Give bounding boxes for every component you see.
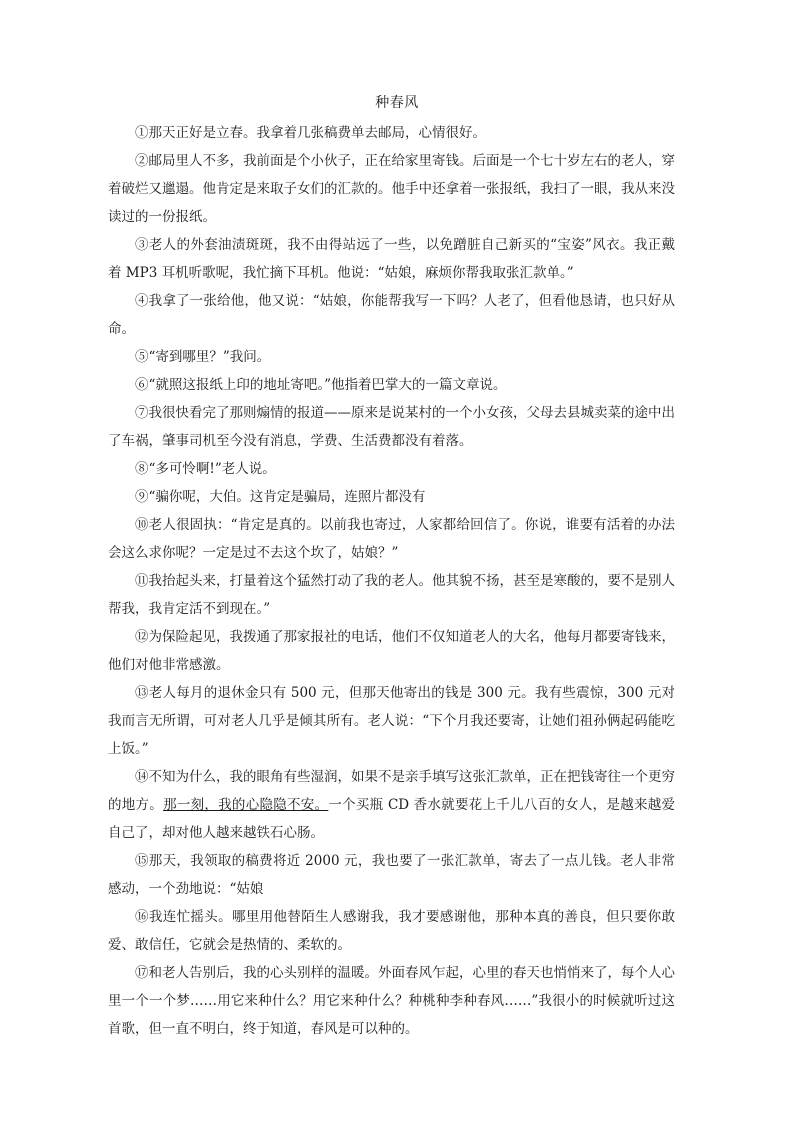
paragraph-15: ⑮那天，我领取的稿费将近 2000 元，我也要了一张汇款单，寄去了一点儿钱。老人非常感动，一个劲地说：“姑娘 <box>108 853 675 897</box>
paragraph-6: ⑥“就照这报纸上印的地址寄吧。”他指着巴掌大的一篇文章说。 <box>135 377 507 393</box>
paragraph-2: ②邮局里人不多，我前面是个小伙子，正在给家里寄钱。后面是一个七十岁左右的老人，穿着破烂又邋遢。他肯定是来取子女们的汇款的。他手中还拿着一张报纸，我扫了一眼，我从来没读过的一份报纸。 <box>108 153 675 225</box>
paragraph-12: ⑫为保险起见，我拨通了那家报社的电话，他们不仅知道老人的大名，他每月都要寄钱来，他们对他非常感激。 <box>108 629 675 673</box>
paragraph-10: ⑩老人很固执：“肯定是真的。以前我也寄过，人家都给回信了。你说，谁要有活着的办法会这么求你呢？一定是过不去这个坎了，姑娘？” <box>108 517 675 561</box>
paragraph-11: ⑪我抬起头来，打量着这个猛然打动了我的老人。他其貌不扬，甚至是寒酸的，要不是别人帮我，我肯定活不到现在。” <box>108 573 675 617</box>
paragraph-4: ④我拿了一张给他，他又说：“姑娘，你能帮我写一下吗？人老了，但看他恳请，也只好从命。 <box>108 293 675 337</box>
paragraph-8: ⑧“多可怜啊!”老人说。 <box>135 461 276 477</box>
paragraph-7: ⑦我很快看完了那则煽情的报道——原来是说某村的一个小女孩，父母去县城卖菜的途中出了车祸，肇事司机至今没有消息，学费、生活费都没有着落。 <box>108 405 675 449</box>
document-body <box>108 119 675 1043</box>
paragraph-14-after: 一个买瓶 CD 香水就要花上千儿八百的女人，是越来越爱自己了，却对他人越来越铁石心肠。 <box>108 797 675 841</box>
paragraph-13: ⑬老人每月的退休金只有 500 元，但那天他寄出的钱是 300 元。我有些震惊，300 元对我而言无所谓，可对老人几乎是倾其所有。老人说：“下个月我还要寄，让她们祖孙俩起码能吃上饭。” <box>108 685 675 757</box>
paragraph-14 <box>108 763 675 847</box>
paragraph-5: ⑤“寄到哪里？”我问。 <box>135 349 271 365</box>
paragraph-14-before: ⑭不知为什么，我的眼角有些湿润，如果不是亲手填写这张汇款单，正在把钱寄往一个更穷的地方。 <box>108 769 675 813</box>
paragraph-1: ①那天正好是立春。我拿着几张稿费单去邮局，心情很好。 <box>135 125 486 141</box>
document-title: 种春风 <box>375 95 419 111</box>
paragraph-3: ③老人的外套油渍斑斑，我不由得站远了一些，以免蹭脏自己新买的“宝姿”风衣。我正戴着 MP3 耳机听歌呢，我忙摘下耳机。他说：“姑娘，麻烦你帮我取张汇款单。” <box>108 237 675 281</box>
paragraph-17: ⑰和老人告别后，我的心头别样的温暖。外面春风乍起，心里的春天也悄悄来了，每个人心里一个一个梦……用它来种什么？用它来种什么？种桃种李种春风……”我很小的时候就听过这首歌，但一直不明白，终于知道，春风是可以种的。 <box>108 965 675 1037</box>
paragraph-16: ⑯我连忙摇头。哪里用他替陌生人感谢我，我才要感谢他，那种本真的善良，但只要你敢爱、敢信任，它就会是热情的、柔软的。 <box>108 909 675 953</box>
paragraph-9: ⑨“骗你呢，大伯。这肯定是骗局，连照片都没有 <box>135 489 426 505</box>
underlined-sentence: 那一刻，我的心隐隐不安。 <box>163 797 329 813</box>
